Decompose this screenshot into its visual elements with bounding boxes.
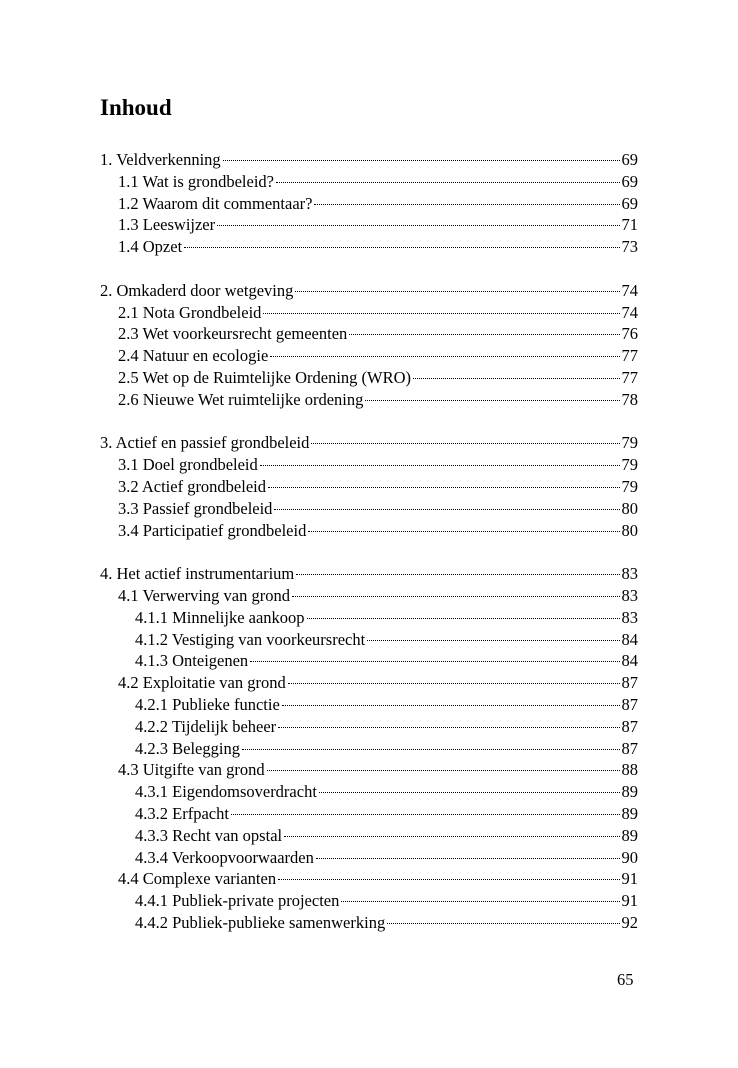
dot-leader xyxy=(276,182,619,183)
dot-leader xyxy=(307,618,620,619)
dot-leader xyxy=(308,531,619,532)
toc-entry-title: 4.3.2 Erfpacht xyxy=(135,803,229,823)
dot-leader xyxy=(278,879,619,880)
toc-entry-title: 3.1 Doel grondbeleid xyxy=(118,455,258,475)
dot-leader xyxy=(263,313,619,314)
section-spacer xyxy=(100,541,638,563)
toc-entry-title: 4.3.4 Verkoopvoorwaarden xyxy=(135,847,314,867)
toc-entry[interactable] xyxy=(100,171,638,193)
toc-entry-page: 71 xyxy=(621,215,638,235)
toc-entry-page: 79 xyxy=(621,433,638,453)
toc-entry-page: 69 xyxy=(621,150,638,169)
toc-entry-title: 4.1.3 Onteigenen xyxy=(135,651,249,671)
toc-entry[interactable] xyxy=(100,367,638,389)
toc-entry-title: 3. Actief en passief grondbeleid xyxy=(100,433,310,453)
toc-entry-page: 79 xyxy=(621,455,638,475)
toc-entry-title: 4.2 Exploitatie van grond xyxy=(118,673,286,693)
toc-entry[interactable] xyxy=(100,345,638,367)
toc-entry-title: 4.1.2 Vestiging van voorkeursrecht xyxy=(135,629,366,649)
toc-entry-page: 91 xyxy=(621,869,638,889)
toc-entry-page: 89 xyxy=(621,782,638,802)
dot-leader xyxy=(341,901,619,902)
toc-entry-title: 2.6 Nieuwe Wet ruimtelijke ordening xyxy=(118,389,364,409)
toc-entry[interactable] xyxy=(100,280,638,302)
toc-entry[interactable] xyxy=(100,607,638,629)
toc-entry-page: 84 xyxy=(621,651,638,671)
toc-entry-page: 83 xyxy=(621,564,638,584)
toc-entry-page: 83 xyxy=(621,585,638,605)
dot-leader xyxy=(268,487,619,488)
toc-entry[interactable] xyxy=(100,585,638,607)
toc-entry[interactable] xyxy=(100,432,638,454)
toc-entry[interactable] xyxy=(100,302,638,324)
dot-leader xyxy=(314,204,619,205)
toc-entry-page: 80 xyxy=(621,498,638,518)
toc-entry-page: 78 xyxy=(621,389,638,409)
toc-entry-page: 87 xyxy=(621,694,638,714)
dot-leader xyxy=(316,858,620,859)
dot-leader xyxy=(184,247,619,248)
toc-entry-page: 89 xyxy=(621,803,638,823)
toc-entry-title: 1.4 Opzet xyxy=(118,237,183,257)
toc-entry[interactable] xyxy=(100,650,638,672)
toc-entry-title: 4.2.1 Publieke functie xyxy=(135,694,280,714)
toc-entry-page: 88 xyxy=(621,760,638,780)
toc-entry-title: 2. Omkaderd door wetgeving xyxy=(100,280,294,300)
toc-entry[interactable] xyxy=(100,520,638,542)
toc-entry[interactable] xyxy=(100,694,638,716)
section-spacer xyxy=(100,411,638,433)
toc-entry[interactable] xyxy=(100,825,638,847)
dot-leader xyxy=(296,574,619,575)
dot-leader xyxy=(288,683,620,684)
page-title: Inhoud xyxy=(100,95,172,120)
dot-leader xyxy=(260,465,620,466)
toc-entry[interactable] xyxy=(100,759,638,781)
toc-entry-page: 69 xyxy=(621,193,638,213)
dot-leader xyxy=(231,814,620,815)
toc-entry[interactable] xyxy=(100,476,638,498)
toc-entry[interactable] xyxy=(100,236,638,258)
toc-entry[interactable] xyxy=(100,193,638,215)
dot-leader xyxy=(270,356,619,357)
toc-entry[interactable] xyxy=(100,498,638,520)
dot-leader xyxy=(278,727,619,728)
toc-entry-page: 91 xyxy=(621,891,638,911)
toc-entry[interactable] xyxy=(100,214,638,236)
toc-entry[interactable] xyxy=(100,323,638,345)
toc-entry[interactable] xyxy=(100,454,638,476)
dot-leader xyxy=(282,705,620,706)
toc-entry-title: 1.3 Leeswijzer xyxy=(118,215,216,235)
toc-entry-page: 84 xyxy=(621,629,638,649)
toc-entry-page: 69 xyxy=(621,171,638,191)
dot-leader xyxy=(295,291,619,292)
toc-entry-page: 90 xyxy=(621,847,638,867)
dot-leader xyxy=(413,378,619,379)
toc-entry-title: 4. Het actief instrumentarium xyxy=(100,564,295,584)
toc-entry[interactable] xyxy=(100,149,638,171)
toc-entry-title: 4.1.1 Minnelijke aankoop xyxy=(135,607,305,627)
section-spacer xyxy=(100,258,638,280)
toc-entry[interactable] xyxy=(100,563,638,585)
toc-entry[interactable] xyxy=(100,868,638,890)
toc-entry-page: 79 xyxy=(621,476,638,496)
toc-entry-title: 1. Veldverkenning xyxy=(100,150,221,169)
dot-leader xyxy=(274,509,619,510)
toc-entry-title: 3.3 Passief grondbeleid xyxy=(118,498,273,518)
toc-entry-page: 74 xyxy=(621,302,638,322)
dot-leader xyxy=(267,770,620,771)
toc-entry-page: 83 xyxy=(621,607,638,627)
dot-leader xyxy=(284,836,619,837)
dot-leader xyxy=(292,596,620,597)
dot-leader xyxy=(242,749,620,750)
toc-entry-page: 92 xyxy=(621,912,638,932)
toc-entry[interactable] xyxy=(100,716,638,738)
dot-leader xyxy=(319,792,620,793)
toc-entry-title: 4.3.3 Recht van opstal xyxy=(135,825,283,845)
toc-entry[interactable] xyxy=(100,912,638,934)
toc-entry[interactable] xyxy=(100,389,638,411)
toc-entry-title: 4.4 Complexe varianten xyxy=(118,869,277,889)
toc-entry-page: 87 xyxy=(621,673,638,693)
toc-entry-title: 4.3.1 Eigendomsoverdracht xyxy=(135,782,317,802)
dot-leader xyxy=(217,225,619,226)
toc-entry-title: 2.3 Wet voorkeursrecht gemeenten xyxy=(118,324,348,344)
toc-entry-title: 3.4 Participatief grondbeleid xyxy=(118,520,307,540)
toc-entry-title: 4.3 Uitgifte van grond xyxy=(118,760,265,780)
toc-entry[interactable] xyxy=(100,781,638,803)
toc-entry-title: 4.4.1 Publiek-private projecten xyxy=(135,891,340,911)
toc-entry-page: 87 xyxy=(621,738,638,758)
toc-entry-title: 4.4.2 Publiek-publieke samenwerking xyxy=(135,912,386,932)
dot-leader xyxy=(311,443,619,444)
dot-leader xyxy=(367,640,619,641)
toc-entry-page: 77 xyxy=(621,346,638,366)
toc-entry[interactable] xyxy=(100,738,638,760)
toc-entry-page: 77 xyxy=(621,367,638,387)
dot-leader xyxy=(223,160,620,161)
toc-entry-page: 74 xyxy=(621,280,638,300)
toc-entry-page: 80 xyxy=(621,520,638,540)
toc-entry[interactable] xyxy=(100,803,638,825)
toc-entry-title: 1.2 Waarom dit commentaar? xyxy=(118,193,313,213)
toc-entry[interactable] xyxy=(100,629,638,651)
toc-entry[interactable] xyxy=(100,672,638,694)
toc-entry-page: 89 xyxy=(621,825,638,845)
dot-leader xyxy=(250,661,619,662)
toc-entry[interactable] xyxy=(100,890,638,912)
toc-entry-title: 2.1 Nota Grondbeleid xyxy=(118,302,262,322)
table-of-contents xyxy=(100,149,638,934)
toc-entry-title: 2.5 Wet op de Ruimtelijke Ordening (WRO) xyxy=(118,367,412,387)
dot-leader xyxy=(365,400,619,401)
toc-entry-title: 4.1 Verwerving van grond xyxy=(118,585,290,605)
toc-entry-title: 3.2 Actief grondbeleid xyxy=(118,476,267,496)
toc-entry[interactable] xyxy=(100,847,638,869)
toc-entry-title: 1.1 Wat is grondbeleid? xyxy=(118,171,275,191)
dot-leader xyxy=(349,334,619,335)
page-number: 65 xyxy=(617,970,634,989)
dot-leader xyxy=(387,923,619,924)
toc-entry-title: 4.2.3 Belegging xyxy=(135,738,240,758)
toc-entry-page: 76 xyxy=(621,324,638,344)
toc-entry-title: 2.4 Natuur en ecologie xyxy=(118,346,269,366)
toc-entry-page: 87 xyxy=(621,716,638,736)
toc-entry-page: 73 xyxy=(621,237,638,257)
toc-entry-title: 4.2.2 Tijdelijk beheer xyxy=(135,716,277,736)
